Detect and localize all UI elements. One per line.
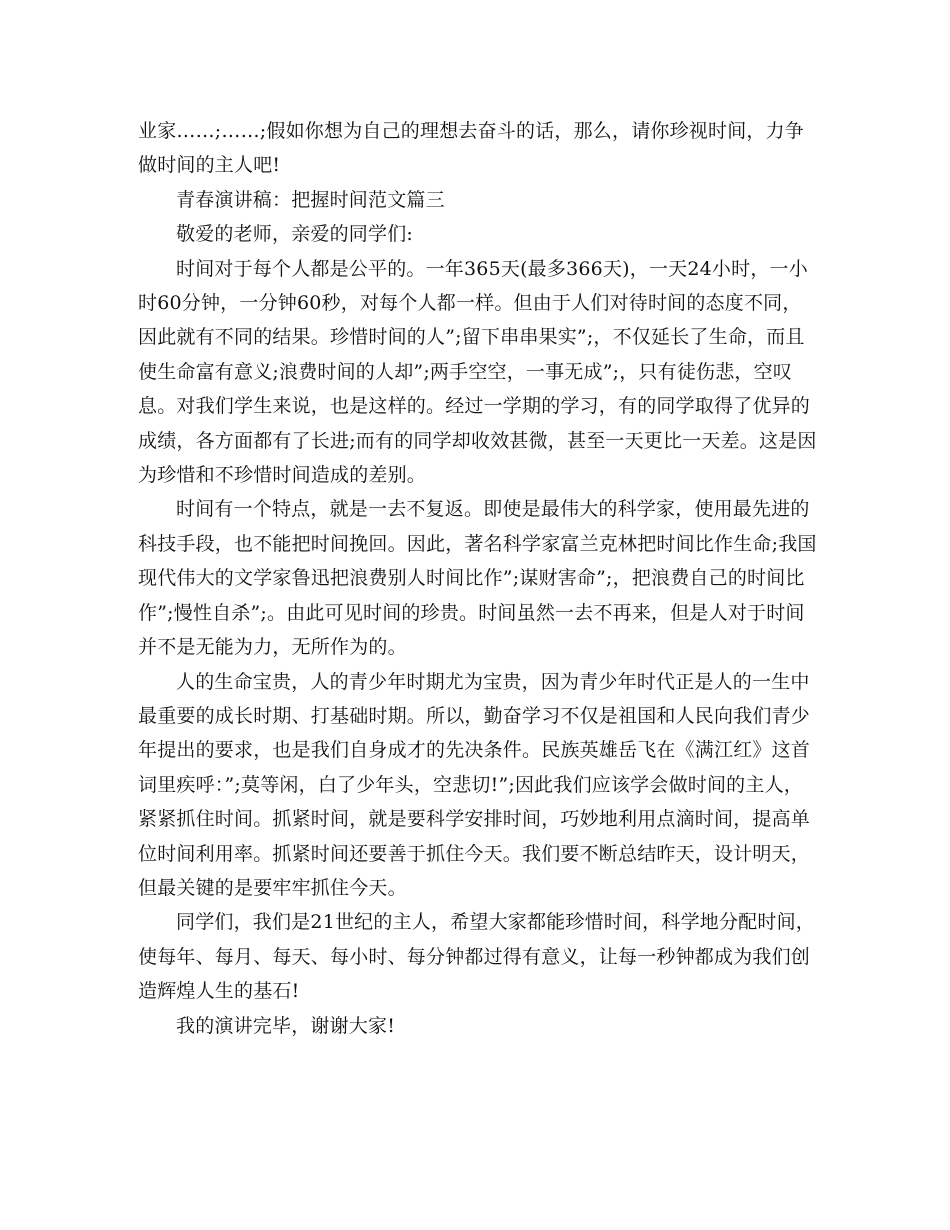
paragraph: 人的生命宝贵，人的青少年时期尤为宝贵，因为青少年时代正是人的一生中最重要的成长时期、打基础时期。所以，勤奋学习不仅是祖国和人民向我们青少年提出的要求，也是我们自身成才的先决条件。民族英雄岳飞在《满江红》这首词里疾呼：”;莫等闲，白了少年头，空悲切!”;因此我们应该学会做时间的主人，紧紧抓住时间。抓紧时间，就是要科学安排时间，巧妙地利用点滴时间，提高单位时间利用率。抓紧时间还要善于抓住今天。我们要不断总结昨天，设计明天，但最关键的是要牢牢抓住今天。 <box>138 670 811 899</box>
paragraph-continuation: 业家……;……;假如你想为自己的理想去奋斗的话，那么，请你珍视时间，力争做时间的主人吧! <box>138 120 805 177</box>
document-body <box>138 114 818 1043</box>
paragraph: 同学们，我们是21世纪的主人，希望大家都能珍惜时间，科学地分配时间，使每年、每月、每天、每小时、每分钟都过得有意义，让每一秒钟都成为我们创造辉煌人生的基石! <box>138 911 815 1003</box>
closing-line: 我的演讲完毕，谢谢大家! <box>176 1014 396 1037</box>
salutation: 敬爱的老师，亲爱的同学们: <box>176 223 414 246</box>
paragraph: 时间有一个特点，就是一去不复返。即使是最伟大的科学家，使用最先进的科技手段，也不能把时间挽回。因此，著名科学家富兰克林把时间比作生命;我国现代伟大的文学家鲁迅把浪费别人时间比作”;谋财害命”;，把浪费自己的时间比作”;慢性自杀”;。由此可见时间的珍贵。时间虽然一去不再来，但是人对于时间并不是无能为力，无所作为的。 <box>138 498 817 659</box>
section-heading: 青春演讲稿：把握时间范文篇三 <box>176 188 445 211</box>
paragraph: 时间对于每个人都是公平的。一年365天(最多366天)，一天24小时，一小时60分钟，一分钟60秒，对每个人都一样。但由于人们对待时间的态度不同，因此就有不同的结果。珍惜时间的人”;留下串串果实”;，不仅延长了生命，而且使生命富有意义;浪费时间的人却”;两手空空，一事无成”;，只有徒伤悲，空叹息。对我们学生来说，也是这样的。经过一学期的学习，有的同学取得了优异的成绩，各方面都有了长进;而有的同学却收效甚微，甚至一天更比一天差。这是因为珍惜和不珍惜时间造成的差别。 <box>138 257 817 487</box>
